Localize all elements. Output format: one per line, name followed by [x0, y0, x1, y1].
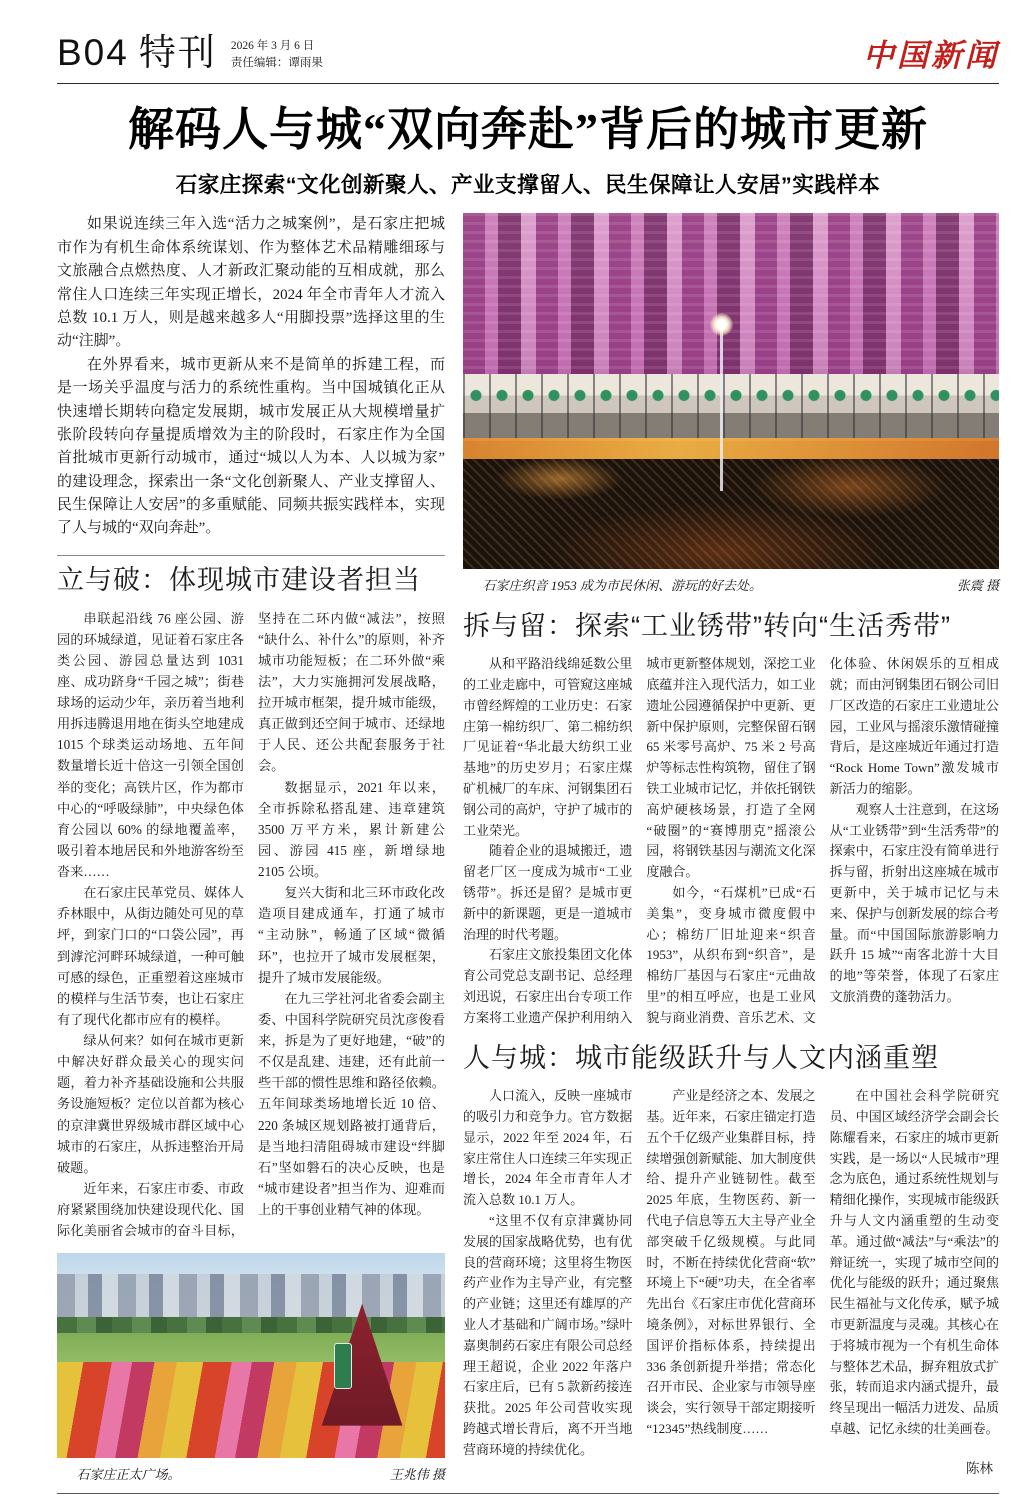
publication-meta [231, 34, 323, 73]
section1-para: 在石家庄民革党员、媒体人乔林眼中，从街边随处可见的草坪，到家门口的“口袋公园”，再到滹沱河畔环城绿道，一种可触可感的绿色，正重塑着这座城市的模样与生活节奏，也让石家庄有了现代化都市应有的模样。 [57, 885, 244, 1027]
photo-buildings [57, 1274, 445, 1323]
section2-para: 如今，“石煤机”已成“石美集”，变身城市微度假中心；棉纺厂旧址迎来“织音 1953”，从织布到“织音”，是棉纺厂基因与石家庄“元曲故里”的相互呼应，也是工业风貌与商业消费、音乐艺术、文化体验、休闲娱乐的互相成就；而由河钢集团石钢公司旧厂区改造的石家庄工业遗址公园，工业风与摇滚乐激情碰撞背后，是这座城近年通过打造“Rock Home Town”激发城市新活力的缩影。 [646, 656, 999, 1025]
newspaper-logo: 中国新闻 [863, 37, 999, 73]
section-divider [57, 555, 445, 556]
section2-para: 观察人士注意到，在这场从“工业锈带”到“生活秀带”的探索中，石家庄没有简单进行拆与留，折射出这座城在城市更新中，关于城市记忆与未来、保护与创新发展的综合考量。而“中国国际旅游影响力跃升 15 城”“南客北游十大目的地”等荣誉，体现了石家庄文旅消费的蓬勃活力。 [829, 801, 999, 1004]
section2-body [463, 654, 999, 1028]
section2-para: 随着企业的退城搬迁，遗留老厂区一度成为城市“工业锈带”。拆还是留？是城市更新中的新课题，更是一道城市治理的时代考题。 [463, 843, 633, 942]
right-column [463, 213, 999, 1483]
section1-para: 在九三学社河北省委会副主委、中国科学院研究员沈彦俊看来，拆是为了更好地建，“破”的不仅是乱建、违建，还有此前一些干部的惯性思维和路径依赖。五年间球类场地增长近 10 倍、220 条城区规划路被打通背后，是当地扫清阻碍城市建设“绊脚石”坚如磐石的决心反映，也是“城市建设者”担当作为、迎难而上的干事创业精气神的体现。 [258, 990, 445, 1218]
photo-light-pole [720, 320, 723, 491]
author-byline: 陈林 [965, 1460, 993, 1476]
edition-block [57, 34, 323, 73]
photo-market-halls [463, 374, 999, 442]
plaza-photo [57, 1253, 445, 1458]
cityscape-photo [463, 213, 999, 569]
photo-green-sign [334, 1343, 352, 1389]
page-number: B04 [57, 32, 129, 73]
page-content [57, 213, 999, 1483]
section3-para: 产业是经济之本、发展之基。近年来，石家庄锚定打造五个千亿级产业集群目标，持续增强创新赋能、加大制度供给、提升产业链韧性。截至 2025 年底，生物医药、新一代电子信息等五大主导产业全部突破千亿级规模。与此同时，不断在持续优化营商“软”环境上下“硬”功夫，在全省率先出台《石家庄市优化营商环境条例》，对标世界银行、全国评价指标体系，持续提出 336 条创新提升举措；常态化召开市民、企业家与市领导座谈会，实行领导干部定期接听“12345”热线制度…… [646, 1088, 816, 1436]
photo-caption: 石家庄正太广场。 [76, 1467, 181, 1483]
lead-paragraphs [57, 213, 445, 540]
section1-para: 绿从何来？如何在城市更新中解决好群众最关心的现实问题，着力补齐基础设施和公共服务设施短板？定位以首都为核心的京津冀世界级城市群区域中心城市的石家庄，从拆违整治开局破题。 [57, 1033, 244, 1175]
section2-para: 石家庄文旅投集团文化体育公司党总支副书记、总经理刘迅说，石家庄出台专项工作方案将工业遗产保护利用纳入城市更新整体规划，深挖工业底蕴并注入现代活力，如工业遗址公园遵循保护中更新、更新中保护原则，完整保留石钢 65 米零号高炉、75 米 2 号高炉等标志性构筑物，留住了钢铁工业城市记忆，并依托钢铁高炉硬核场景，打造了全网“破圈”的“赛博朋克”摇滚公园，将钢铁基因与潮流文化深度融合。 [463, 656, 816, 1025]
section-name: 特刊 [138, 32, 217, 73]
lead-para: 如果说连续三年入选“活力之城案例”，是石家庄把城市作为有机生命体系统谋划、作为整体艺术品精雕细琢与文旅融合点燃热度、人才新政汇聚动能的互相成就，那么常住人口连续三年实现正增长，2024 年全市青年人才流入总数 10.1 万人，则是越来越多人“用脚投票”选择这里的生动“注脚”。 [57, 216, 445, 350]
sub-headline: 石家庄探索“文化创新聚人、产业支撑留人、民生保障让人安居”实践样本 [175, 173, 881, 198]
lead-para: 在外界看来，城市更新从来不是简单的拆建工程，而是一场关乎温度与活力的系统性重构。当中国城镇化正从快速增长期转向稳定发展期，城市发展正从大规模增量扩张阶段转向存量提质增效为主的阶段时，石家庄作为全国首批城市更新行动城市，通过“城以人为本、人以城为家”的建设理念，探索出一条“文化创新聚人、产业支撑留人、民生保障让人安居”的多重赋能、同频共振实践样本，实现了人与城的“双向奔赴”。 [57, 356, 445, 537]
main-headline: 解码人与城“双向奔赴”背后的城市更新 [128, 103, 928, 155]
photo-skyline [463, 213, 999, 377]
section1-body [57, 608, 445, 1242]
cityscape-caption-row [463, 575, 999, 594]
left-column [57, 213, 445, 1483]
section3-para: “这里不仅有京津冀协同发展的国家战略优势，也有优良的营商环境；这里将生物医药产业作为主导产业，有完整的产业链；这里还有雄厚的产业人才基础和广阔市场。”绿叶嘉奥制药石家庄有限公司总经理王超说，企业 2022 年落户石家庄后，已有 5 款新药接连获批。2025 年公司营收实现跨越式增长背后，离不开当地营商环境的持续优化。 [463, 1213, 633, 1457]
photo-cityscape-figure [463, 213, 999, 594]
section1-para: 近年来，石家庄市委、市政府紧紧围绕加快建设现代化、国际化美丽省会城市的奋斗目标，坚持在二环内做“减法”，按照“缺什么、补什么”的原则，补齐城市功能短板；在二环外做“乘法”，大力实施拥河发展战略，拉开城市框架，提升城市能级，真正做到还空间于城市、还绿地于人民、还公共配套服务于社会。 [57, 610, 445, 1239]
section3-para: 人口流入，反映一座城市的吸引力和竞争力。官方数据显示，2022 年至 2024 年，石家庄常住人口连续三年实现正增长，2024 年全市青年人才流入总数 10.1 万人。 [463, 1088, 633, 1208]
section1-para: 串联起沿线 76 座公园、游园的环城绿道，见证着石家庄各类公园、游园总量达到 1031 座、成功跻身“千园之城”；街巷球场的运动少年，亲历着当地利用拆违腾退用地在街头空地建成 1015 个球类运动场地、五年间数量增长近十倍这一引领全国创举的变化；高铁片区，作为都市中心的“呼吸绿肺”，中央绿色体育公园以 60% 的绿地覆盖率，吸引着本地居民和外地游客纷至沓来…… [57, 610, 244, 880]
section1-para: 复兴大街和北三环市政化改造项目建成通车，打通了城市“主动脉”，畅通了区域“微循环”，也拉开了城市发展框架，提升了城市发展能级。 [258, 885, 445, 985]
section3-body [463, 1086, 999, 1479]
section2-title: 拆与留：探索“工业锈带”转向“生活秀带” [463, 611, 951, 642]
section3-title: 人与城：城市能级跃升与人文内涵重塑 [463, 1043, 939, 1074]
photo-trees [57, 1317, 445, 1333]
photo-caption: 石家庄织音 1953 成为市民休闲、游玩的好去处。 [482, 578, 763, 594]
section1-para: 数据显示，2021 年以来，全市拆除私搭乱建、违章建筑 3500 万平方米，累计新建公园、游园 415 座，新增绿地 2105 公顷。 [258, 779, 445, 880]
headline-block [57, 104, 999, 200]
editor-credit: 责任编辑：谭雨果 [230, 57, 323, 70]
section3-para: 在中国社会科学院研究员、中国区域经济学会副会长陈耀看来，石家庄的城市更新实践，是一场以“人民城市”理念为底色，通过系统性规划与精细化操作，实现城市能级跃升与人文内涵重塑的生动变革。通过做“减法”与“乘法”的辩证统一，实现了城市空间的优化与能级的跃升；通过聚焦民生福祉与文化传承，赋予城市更新温度与灵魂。其核心在于将城市视为一个有机生命体与整体艺术品，摒弃粗放式扩张，转而追求内涵式提升，最终呈现出一幅活力迸发、品质卓越、记忆永续的壮美画卷。 [829, 1088, 999, 1436]
plaza-caption-row [57, 1464, 445, 1483]
photo-crowd [463, 459, 999, 569]
photo-credit: 王兆伟 摄 [389, 1467, 445, 1483]
page-header [57, 34, 999, 84]
section2-para: 从和平路沿线绵延数公里的工业走廊中，可管窥这座城市曾经辉煌的工业历史：石家庄第一棉纺织厂、第二棉纺织厂见证着“华北最大纺织工业基地”的历史岁月；石家庄煤矿机械厂的车床、河钢集团石钢公司的高炉，守护了城市的工业荣光。 [463, 656, 633, 838]
photo-credit: 张震 摄 [956, 578, 999, 594]
section1-title: 立与破：体现城市建设者担当 [57, 564, 421, 595]
publication-date: 2026 年 3 月 6 日 [230, 40, 315, 52]
photo-plaza-figure [57, 1253, 445, 1483]
